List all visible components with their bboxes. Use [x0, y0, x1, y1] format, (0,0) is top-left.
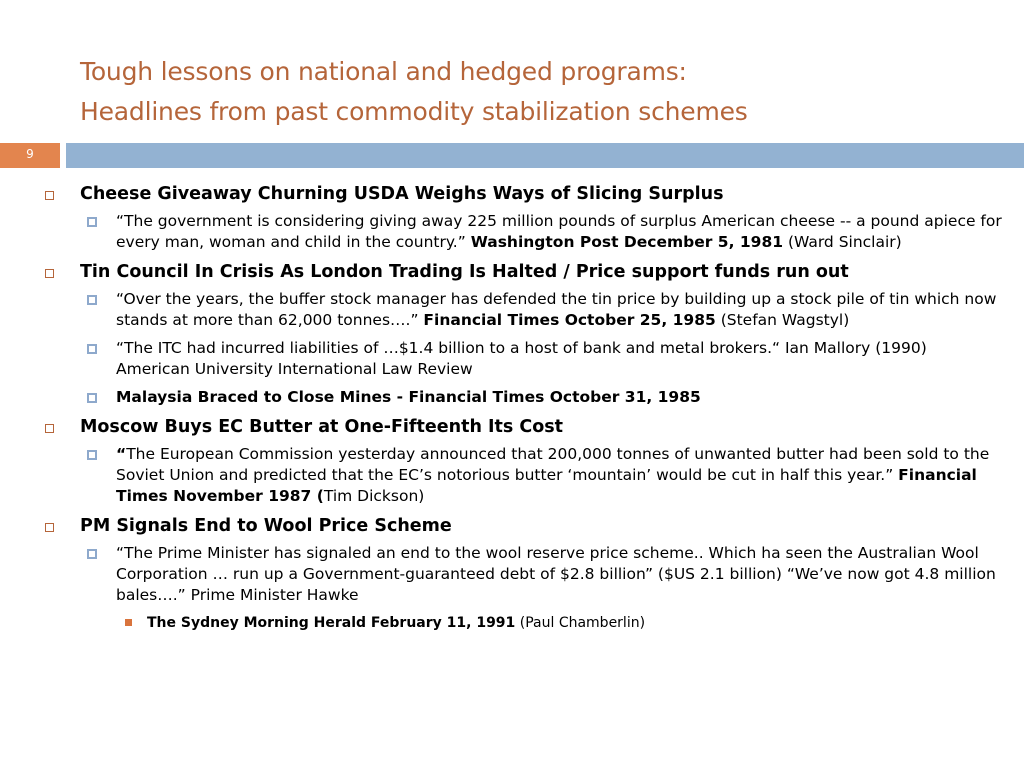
source: Financial Times November 1987 (: [116, 466, 977, 505]
filled-square-bullet-icon: [125, 619, 132, 626]
slide-title: [80, 52, 1000, 132]
square-bullet-icon: [87, 549, 97, 559]
title-line-1: Tough lessons on national and hedged programs:: [80, 57, 687, 86]
hollow-square-bullet-icon: [45, 191, 54, 200]
slide-number: 9: [0, 143, 60, 168]
author: Tim Dickson): [323, 487, 425, 505]
hollow-square-bullet-icon: [45, 523, 54, 532]
author: (Ward Sinclair): [783, 233, 902, 251]
source: Financial Times October 25, 1985: [423, 311, 716, 329]
square-bullet-icon: [87, 217, 97, 227]
bullet-wool: [0, 514, 1024, 538]
header-bar: [66, 143, 1024, 168]
square-bullet-icon: [87, 295, 97, 305]
headline: PM Signals End to Wool Price Scheme: [80, 516, 452, 536]
headline: Tin Council In Crisis As London Trading Is Halted / Price support funds run out: [80, 262, 849, 282]
sub-bullet-tin-quote: [0, 289, 1024, 331]
quote-text: “The government is considering giving away 225 million pounds of surplus American cheese -- a pound apiece for every man, woman and child in the country.”: [116, 212, 1002, 251]
sub-sub-bullet-wool-source: [0, 613, 1024, 633]
hollow-square-bullet-icon: [45, 424, 54, 433]
author: (Paul Chamberlin): [515, 615, 646, 631]
sub-bullet-cheese-quote: [0, 211, 1024, 253]
bullet-butter: [0, 415, 1024, 439]
bullet-tin: [0, 260, 1024, 284]
square-bullet-icon: [87, 344, 97, 354]
source: Malaysia Braced to Close Mines - Financial Times October 31, 1985: [116, 388, 701, 406]
sub-bullet-tin-itc: [0, 338, 1024, 380]
hollow-square-bullet-icon: [45, 269, 54, 278]
quote-text: “Over the years, the buffer stock manager has defended the tin price by building up a stock pile of tin which now stands at more than 62,000 tonnes….”: [116, 290, 997, 329]
sub-bullet-butter-quote: [0, 444, 1024, 507]
headline: Moscow Buys EC Butter at One-Fifteenth Its Cost: [80, 417, 564, 437]
quote-text: The European Commission yesterday announced that 200,000 tonnes of unwanted butter had been sold to the Soviet Union and predicted that the EC’s notorious butter ‘mountain’ would be cut in half this year.”: [116, 445, 990, 484]
title-line-2: Headlines from past commodity stabilization schemes: [80, 97, 748, 126]
slide-content: [0, 182, 1024, 633]
bullet-cheese: [0, 182, 1024, 206]
open-quote: “: [116, 445, 127, 463]
author: (Stefan Wagstyl): [715, 311, 850, 329]
source: Washington Post December 5, 1981: [470, 233, 784, 251]
sub-bullet-tin-malaysia: [0, 387, 1024, 408]
square-bullet-icon: [87, 393, 97, 403]
headline: Cheese Giveaway Churning USDA Weighs Ways of Slicing Surplus: [80, 184, 724, 204]
square-bullet-icon: [87, 450, 97, 460]
quote-text: “The ITC had incurred liabilities of …$1.4 billion to a host of bank and metal brokers.“ Ian Mallory (1990) American University International Law Review: [116, 339, 927, 378]
quote-text: “The Prime Minister has signaled an end to the wool reserve price scheme.. Which ha seen the Australian Wool Corporation … run up a Government-guaranteed debt of $2.8 billion” ($US 2.1 billion) “We’ve now got 4.8 million bales….” Prime Minister Hawke: [116, 544, 996, 604]
source: The Sydney Morning Herald February 11, 1991: [147, 615, 516, 631]
sub-bullet-wool-quote: [0, 543, 1024, 606]
